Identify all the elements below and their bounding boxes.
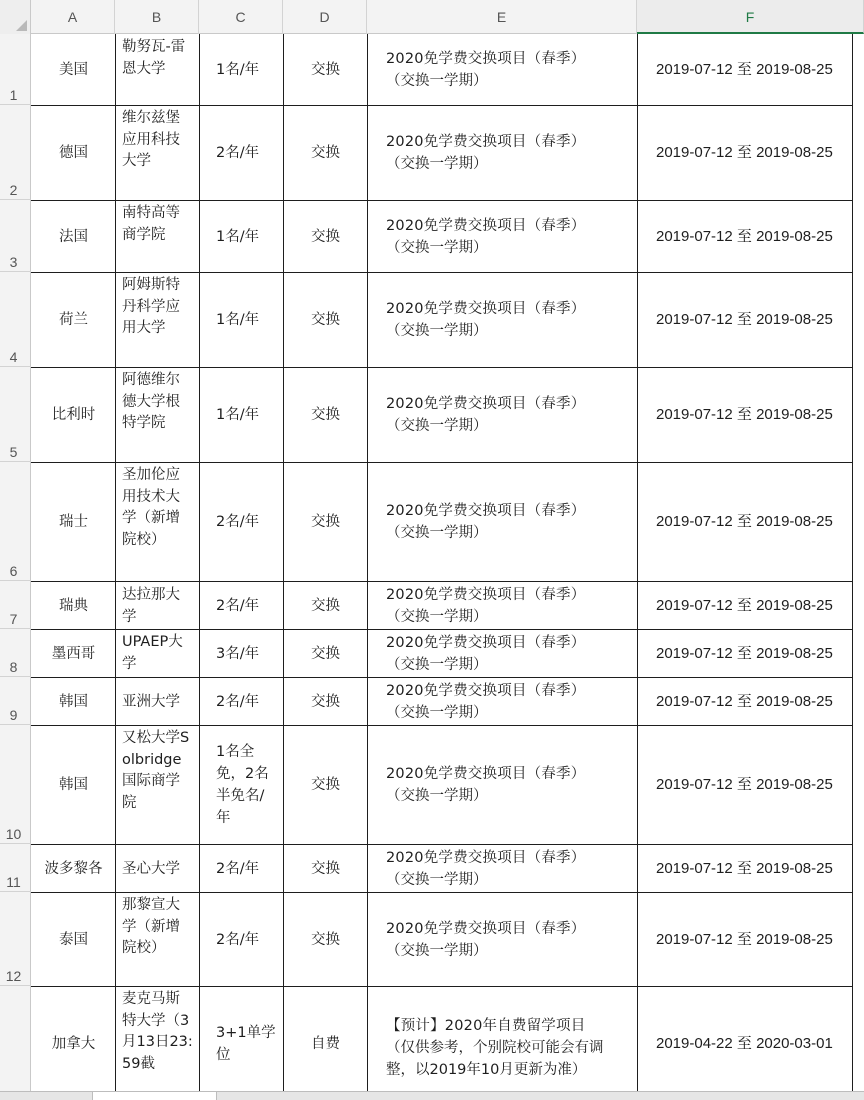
row-header[interactable] xyxy=(0,272,31,367)
row-number: 6 xyxy=(9,563,18,579)
row-header[interactable] xyxy=(0,462,31,581)
cell-country[interactable]: 法国 xyxy=(59,228,88,245)
project-text xyxy=(386,918,629,962)
project-note: （交换一学期） xyxy=(386,704,488,721)
grid-line xyxy=(31,462,852,463)
project-name: 2020免学费交换项目（春季） xyxy=(386,766,586,782)
project-text xyxy=(386,584,629,628)
row-header[interactable] xyxy=(0,844,31,892)
grid-line xyxy=(637,34,638,1100)
cell-type[interactable]: 交换 xyxy=(311,645,340,662)
cell-date[interactable]: 2019-07-12 至 2019-08-25 xyxy=(656,692,833,710)
cell-country[interactable]: 瑞典 xyxy=(59,597,88,614)
row-header[interactable] xyxy=(0,581,31,629)
cell-quota[interactable]: 1名/年 xyxy=(216,228,260,245)
project-note: （交换一学期） xyxy=(386,156,488,172)
cell-quota[interactable]: 2名/年 xyxy=(216,931,260,948)
project-text xyxy=(386,298,629,342)
grid-line xyxy=(115,34,116,1100)
row-number: 12 xyxy=(5,968,22,984)
cell-date[interactable]: 2019-07-12 至 2019-08-25 xyxy=(656,513,833,530)
cell-country[interactable]: 波多黎各 xyxy=(44,860,103,877)
cell-school[interactable]: 阿德维尔德大学根特学院 xyxy=(122,372,180,431)
project-text xyxy=(386,680,629,724)
cell-type[interactable]: 交换 xyxy=(311,228,340,245)
cell-type[interactable]: 交换 xyxy=(311,62,340,78)
cell-project[interactable] xyxy=(368,201,637,272)
cell-date[interactable]: 2019-07-12 至 2019-08-25 xyxy=(656,406,833,423)
cell-school[interactable]: 那黎宣大学（新增院校） xyxy=(122,897,180,956)
cell-project[interactable] xyxy=(368,893,637,986)
grid-line xyxy=(31,200,852,201)
project-text xyxy=(386,131,629,175)
grid-line xyxy=(31,629,852,630)
project-note: （交换一学期） xyxy=(386,656,488,673)
cell-country[interactable]: 比利时 xyxy=(51,407,96,423)
column-header-f[interactable]: F xyxy=(637,0,864,34)
cell-quota[interactable]: 3名/年 xyxy=(216,645,260,662)
grid-line xyxy=(367,34,368,1100)
grid-line xyxy=(31,105,852,106)
select-all-corner[interactable] xyxy=(0,0,31,34)
project-text xyxy=(386,48,629,92)
project-text xyxy=(386,632,629,676)
project-text xyxy=(386,215,629,259)
cell-project[interactable] xyxy=(368,463,637,581)
cell-type[interactable]: 交换 xyxy=(311,693,340,710)
cell-quota[interactable]: 3+1单学位 xyxy=(216,1024,276,1063)
project-note: （交换一学期） xyxy=(386,942,488,959)
cell-type[interactable]: 交换 xyxy=(311,514,340,530)
cell-project[interactable] xyxy=(368,35,637,105)
cell-country[interactable]: 墨西哥 xyxy=(51,645,96,662)
cell-school[interactable]: 勒努瓦-雷恩大学 xyxy=(122,39,186,77)
cell-quota[interactable]: 2名/年 xyxy=(216,860,260,877)
row-header[interactable] xyxy=(0,200,31,272)
project-name: 2020免学费交换项目（春季） xyxy=(386,503,586,519)
cell-school[interactable]: 达拉那大学 xyxy=(122,587,180,625)
grid-line xyxy=(852,34,853,1100)
grid-line xyxy=(31,844,852,845)
grid-line xyxy=(283,34,284,1100)
cell-country[interactable]: 德国 xyxy=(59,145,88,161)
row-header[interactable] xyxy=(0,34,31,105)
row-number: 7 xyxy=(9,611,18,627)
cell-date[interactable]: 2019-07-12 至 2019-08-25 xyxy=(656,776,833,793)
row-number: 9 xyxy=(9,707,18,723)
cell-date[interactable]: 2019-07-12 至 2019-08-25 xyxy=(656,61,833,78)
project-note: （交换一学期） xyxy=(386,323,488,339)
column-header-e[interactable]: E xyxy=(367,0,637,34)
cell-project[interactable] xyxy=(368,678,637,725)
row-number: 2 xyxy=(9,182,18,198)
row-header[interactable] xyxy=(0,105,31,200)
cell-school[interactable]: 维尔兹堡应用科技大学 xyxy=(122,110,180,169)
grid-line xyxy=(31,986,852,987)
cell-quota[interactable]: 1名/年 xyxy=(216,62,260,78)
cell-country[interactable]: 泰国 xyxy=(59,931,88,948)
cell-school[interactable]: 又松大学Solbridge国际商学院 xyxy=(122,730,190,811)
row-header[interactable] xyxy=(0,367,31,462)
grid-line xyxy=(31,892,852,893)
grid-line xyxy=(31,272,852,273)
cell-type[interactable]: 交换 xyxy=(311,777,340,793)
grid-line xyxy=(31,581,852,582)
row-header[interactable] xyxy=(0,725,31,844)
cell-date[interactable]: 2019-07-12 至 2019-08-25 xyxy=(656,596,833,614)
project-note: （仅供参考，个别院校可能会有调整，以2019年10月更新为准） xyxy=(386,1040,604,1078)
row-number: 3 xyxy=(9,254,18,270)
project-note: （交换一学期） xyxy=(386,239,488,256)
project-name: 2020免学费交换项目（春季） xyxy=(386,682,586,699)
cell-quota[interactable]: 1名/年 xyxy=(216,407,260,423)
project-note: （交换一学期） xyxy=(386,73,488,89)
cell-project[interactable] xyxy=(368,273,637,367)
row-number: 4 xyxy=(9,349,18,365)
cell-project[interactable] xyxy=(368,726,637,844)
cell-project[interactable] xyxy=(368,987,637,1100)
cell-school[interactable]: 亚洲大学 xyxy=(122,693,180,710)
cell-date[interactable]: 2019-04-22 至 2020-03-01 xyxy=(656,1034,833,1052)
cell-quota[interactable]: 2名/年 xyxy=(216,514,260,530)
cell-school[interactable]: UPAEP大学 xyxy=(122,634,183,672)
cell-date[interactable]: 2019-07-12 至 2019-08-25 xyxy=(656,644,833,662)
cell-project[interactable] xyxy=(368,106,637,200)
cell-quota[interactable]: 2名/年 xyxy=(216,693,260,710)
cell-date[interactable]: 2019-07-12 至 2019-08-25 xyxy=(656,930,833,948)
project-name: 2020免学费交换项目（春季） xyxy=(386,586,586,603)
cell-date[interactable]: 2019-07-12 至 2019-08-25 xyxy=(656,144,833,161)
row-header[interactable] xyxy=(0,629,31,677)
cell-type[interactable]: 交换 xyxy=(311,860,340,877)
project-name: 2020免学费交换项目（春季） xyxy=(386,634,586,651)
column-header-b[interactable]: B xyxy=(115,0,199,34)
column-header-d[interactable]: D xyxy=(283,0,367,34)
cell-country[interactable]: 韩国 xyxy=(59,693,88,710)
cell-school[interactable]: 阿姆斯特丹科学应用大学 xyxy=(122,277,180,336)
cell-project[interactable] xyxy=(368,845,637,892)
project-text xyxy=(386,393,629,437)
cell-country[interactable]: 荷兰 xyxy=(59,312,88,328)
cell-quota[interactable]: 2名/年 xyxy=(216,597,260,614)
cell-date[interactable]: 2019-07-12 至 2019-08-25 xyxy=(656,311,833,328)
project-name: 2020免学费交换项目（春季） xyxy=(386,51,586,67)
grid-line xyxy=(31,367,852,368)
project-name: 2020免学费交换项目（春季） xyxy=(386,396,586,412)
project-name: 2020免学费交换项目（春季） xyxy=(386,849,586,866)
grid-line xyxy=(31,677,852,678)
cell-type[interactable]: 交换 xyxy=(311,145,340,161)
cell-type[interactable]: 交换 xyxy=(311,312,340,328)
project-note: （交换一学期） xyxy=(386,418,488,434)
project-note: （交换一学期） xyxy=(386,608,488,625)
cell-country[interactable]: 韩国 xyxy=(59,777,88,793)
project-name: 2020免学费交换项目（春季） xyxy=(386,301,586,317)
cell-country[interactable]: 瑞士 xyxy=(59,514,88,530)
project-note: （交换一学期） xyxy=(386,525,488,541)
sheet-tab[interactable] xyxy=(92,1092,217,1100)
row-header[interactable] xyxy=(0,677,31,725)
row-number: 1 xyxy=(9,87,18,103)
grid-line xyxy=(199,34,200,1100)
cell-type[interactable]: 交换 xyxy=(311,597,340,614)
project-text xyxy=(386,1015,629,1081)
cell-project[interactable] xyxy=(368,368,637,462)
project-note: （交换一学期） xyxy=(386,788,488,804)
row-number: 10 xyxy=(5,826,22,842)
column-header-bar xyxy=(0,0,864,34)
project-note: （交换一学期） xyxy=(386,871,488,888)
project-name: 【预计】2020年自费留学项目 xyxy=(386,1018,586,1034)
cell-quota[interactable]: 2名/年 xyxy=(216,145,260,161)
grid-line xyxy=(31,725,852,726)
row-number: 11 xyxy=(6,874,21,890)
project-name: 2020免学费交换项目（春季） xyxy=(386,920,586,937)
cell-type[interactable]: 交换 xyxy=(311,931,340,948)
cell-date[interactable]: 2019-07-12 至 2019-08-25 xyxy=(656,227,833,245)
cell-school[interactable]: 南特高等商学院 xyxy=(122,205,180,243)
project-text xyxy=(386,847,629,891)
project-name: 2020免学费交换项目（春季） xyxy=(386,217,586,234)
project-text xyxy=(386,500,629,544)
cell-quota[interactable]: 1名/年 xyxy=(216,312,260,328)
project-name: 2020免学费交换项目（春季） xyxy=(386,134,586,150)
cell-school[interactable]: 麦克马斯特大学（3月13日23:59截 xyxy=(122,991,193,1072)
cell-quota[interactable]: 1名全免，2名半免名/年 xyxy=(216,744,269,826)
cell-type[interactable]: 交换 xyxy=(311,407,340,423)
row-number: 8 xyxy=(9,659,18,675)
row-number: 5 xyxy=(9,444,18,460)
cell-date[interactable]: 2019-07-12 至 2019-08-25 xyxy=(656,859,833,877)
cell-country[interactable]: 加拿大 xyxy=(51,1035,96,1052)
cell-school[interactable]: 圣加伦应用技术大学（新增院校） xyxy=(122,467,180,548)
sheet-tab-bar xyxy=(0,1091,864,1100)
cell-project[interactable] xyxy=(368,582,637,629)
row-header[interactable] xyxy=(0,986,31,1100)
row-header[interactable] xyxy=(0,892,31,986)
cell-project[interactable] xyxy=(368,630,637,677)
select-all-triangle-icon xyxy=(16,20,27,31)
cell-school[interactable]: 圣心大学 xyxy=(122,860,180,877)
project-text xyxy=(386,763,629,807)
cell-type[interactable]: 自费 xyxy=(311,1035,340,1052)
column-header-a[interactable]: A xyxy=(31,0,115,34)
column-header-c[interactable]: C xyxy=(199,0,283,34)
cell-country[interactable]: 美国 xyxy=(59,62,88,78)
